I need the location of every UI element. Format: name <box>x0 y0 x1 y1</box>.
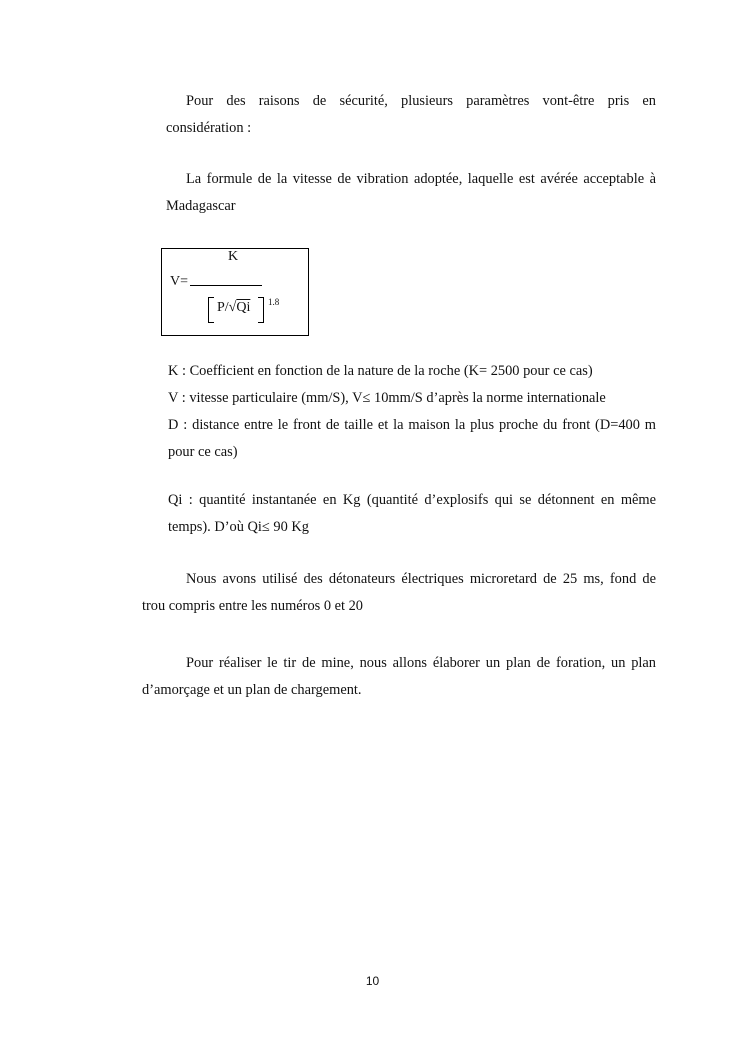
paragraph-line: Pour réaliser le tir de mine, nous allons élaborer un plan de foration, un plan <box>186 655 656 671</box>
definition-d: D : distance entre le front de taille et la maison la plus proche du front (D=400 m <box>168 417 656 433</box>
paragraph-line: La formule de la vitesse de vibration adoptée, laquelle est avérée acceptable à <box>186 171 656 187</box>
paragraph-detonators <box>142 566 656 620</box>
paragraph-line: considération : <box>166 120 252 136</box>
formula-exponent: 1.8 <box>268 297 280 307</box>
page-number: 10 <box>365 974 380 988</box>
paragraph-line: Nous avons utilisé des détonateurs électriques microretard de 25 ms, fond de <box>186 571 656 587</box>
definition-v: V : vitesse particulaire (mm/S), V≤ 10mm/S d’après la norme internationale <box>168 390 606 406</box>
formula-numerator: K <box>228 249 239 264</box>
denominator-prefix: P/√ <box>217 300 237 315</box>
right-bracket <box>258 297 264 323</box>
left-bracket <box>208 297 214 323</box>
paragraph-plans <box>142 650 656 704</box>
paragraph-safety <box>166 88 656 142</box>
paragraph-line: trou compris entre les numéros 0 et 20 <box>142 598 364 614</box>
fraction-bar <box>190 285 262 286</box>
definition-k: K : Coefficient en fonction de la nature de la roche (K= 2500 pour ce cas) <box>168 363 593 379</box>
definition-qi: Qi : quantité instantanée en Kg (quantité d’explosifs qui se détonnent en même <box>168 492 656 508</box>
definition-qi-block <box>168 487 656 541</box>
definitions-block <box>168 358 656 466</box>
denominator-radicand: Qi <box>236 300 251 315</box>
paragraph-line: d’amorçage et un plan de chargement. <box>142 682 362 698</box>
paragraph-line: Madagascar <box>166 198 236 214</box>
definition-d-cont: pour ce cas) <box>168 444 238 460</box>
paragraph-formula-intro <box>166 166 656 220</box>
definition-qi-cont: temps). D’où Qi≤ 90 Kg <box>168 519 309 535</box>
formula-lhs: V= <box>170 274 189 289</box>
formula-box <box>161 248 309 336</box>
paragraph-line: Pour des raisons de sécurité, plusieurs paramètres vont-être pris en <box>186 93 656 109</box>
formula-denominator <box>217 300 250 316</box>
